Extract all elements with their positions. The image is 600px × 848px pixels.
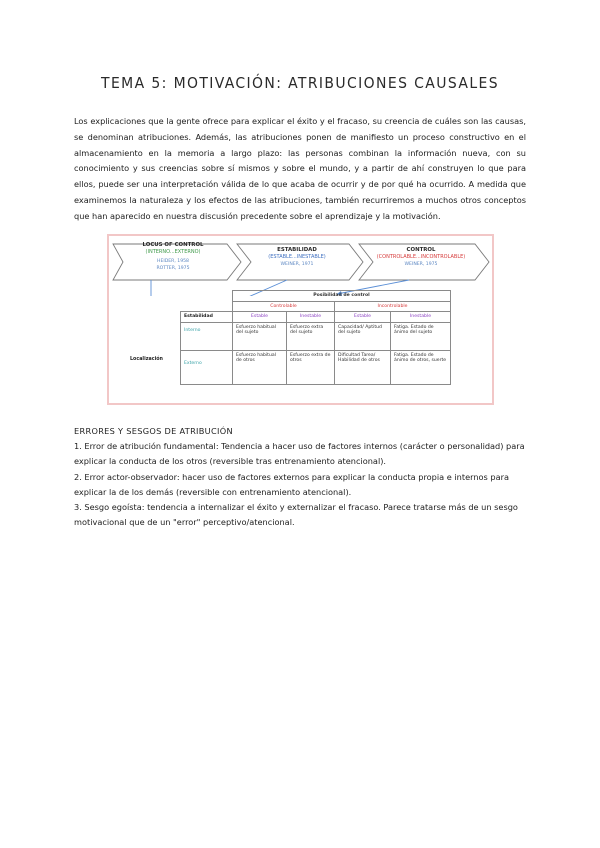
attribution-figure <box>107 234 494 405</box>
header-estable: Estable <box>233 312 287 323</box>
header-incontrolable: Incontrolable <box>335 301 451 312</box>
table-cell: Capacidad/ Aptitud del sujeto <box>335 322 391 350</box>
table-cell: Fatiga. Estado de ánimo de otros, suerte <box>391 350 451 384</box>
row-label-interno: Interno <box>181 322 233 350</box>
header-controlable: Controlable <box>233 301 335 312</box>
header-inestable-2: Inestable <box>391 312 451 323</box>
errors-heading: ERRORES Y SESGOS DE ATRIBUCIÓN <box>74 426 233 436</box>
header-inestable: Inestable <box>287 312 335 323</box>
arrow-estabilidad-text: ESTABILIDAD (ESTABLE...INESTABLE) WEINER, 1971 <box>268 247 326 267</box>
table-cell: Dificultad Tarea/ Habilidad de otros <box>335 350 391 384</box>
arrow-control-text: CONTROL (CONTROLABLE...INCONTROLABLE) WEINER, 1975 <box>376 247 466 267</box>
table-top-header: Posibilidad de control <box>233 291 451 302</box>
attribution-table <box>180 290 451 385</box>
errors-section <box>74 424 530 530</box>
row-label-externo: Externo <box>181 350 233 384</box>
table-row <box>181 350 451 384</box>
header-estable-2: Estable <box>335 312 391 323</box>
table-cell: Esfuerzo habitual del sujeto <box>233 322 287 350</box>
intro-paragraph: Los explicaciones que la gente ofrece para explicar el éxito y el fracaso, su creencia de cuáles son las causas, se denominan atribuciones. Además, las atribuciones ponen de manifiesto un proceso constructivo en el almacenamiento en la memoria a largo plazo: las personas combinan la información nueva, con su conocimiento y sus creencias sobre sí mismos y sobre el mundo, y a partir de ahí construyen lo que para ellos, puede ser una interpretación válida de lo que acaba de ocurrir y de por qué ha ocurrido. A medida que examinemos la naturaleza y los efectos de las atribuciones, también recurriremos a muchos otros conceptos que han aparecido en nuestra discusión precedente sobre el aprendizaje y la motivación. <box>74 116 526 221</box>
error-item-2: 2. Error actor-observador: hacer uso de factores externos para explicar la conducta propia e internos para explicar la de los demás (reversible con entrenamiento atencional). <box>74 471 509 497</box>
table-cell: Esfuerzo habitual de otros <box>233 350 287 384</box>
table-cell: Esfuerzo extra de otros <box>287 350 335 384</box>
arrow-locus-text: LOCUS OF CONTROL (INTERNO...EXTERNO) HEIDER, 1958 ROTTER, 1975 <box>142 242 204 271</box>
table-cell: Fatiga. Estado de ánimo del sujeto <box>391 322 451 350</box>
table-row <box>181 322 451 350</box>
table-cell: Esfuerzo extra del sujeto <box>287 322 335 350</box>
page-title: TEMA 5: MOTIVACIÓN: ATRIBUCIONES CAUSALES <box>101 74 499 92</box>
label-localizacion: Localización <box>130 357 163 362</box>
row-label-estabilidad: Estabilidad <box>181 312 233 323</box>
error-item-1: 1. Error de atribución fundamental: Tendencia a hacer uso de factores internos (carácter o personalidad) para explicar la conducta de los otros (reversible tras entrenamiento atencional). <box>74 441 525 467</box>
error-item-3: 3. Sesgo egoísta: tendencia a internalizar el éxito y externalizar el fracaso. Parece tratarse más de un sesgo motivacional que de un "error" perceptivo/atencional. <box>74 502 518 528</box>
